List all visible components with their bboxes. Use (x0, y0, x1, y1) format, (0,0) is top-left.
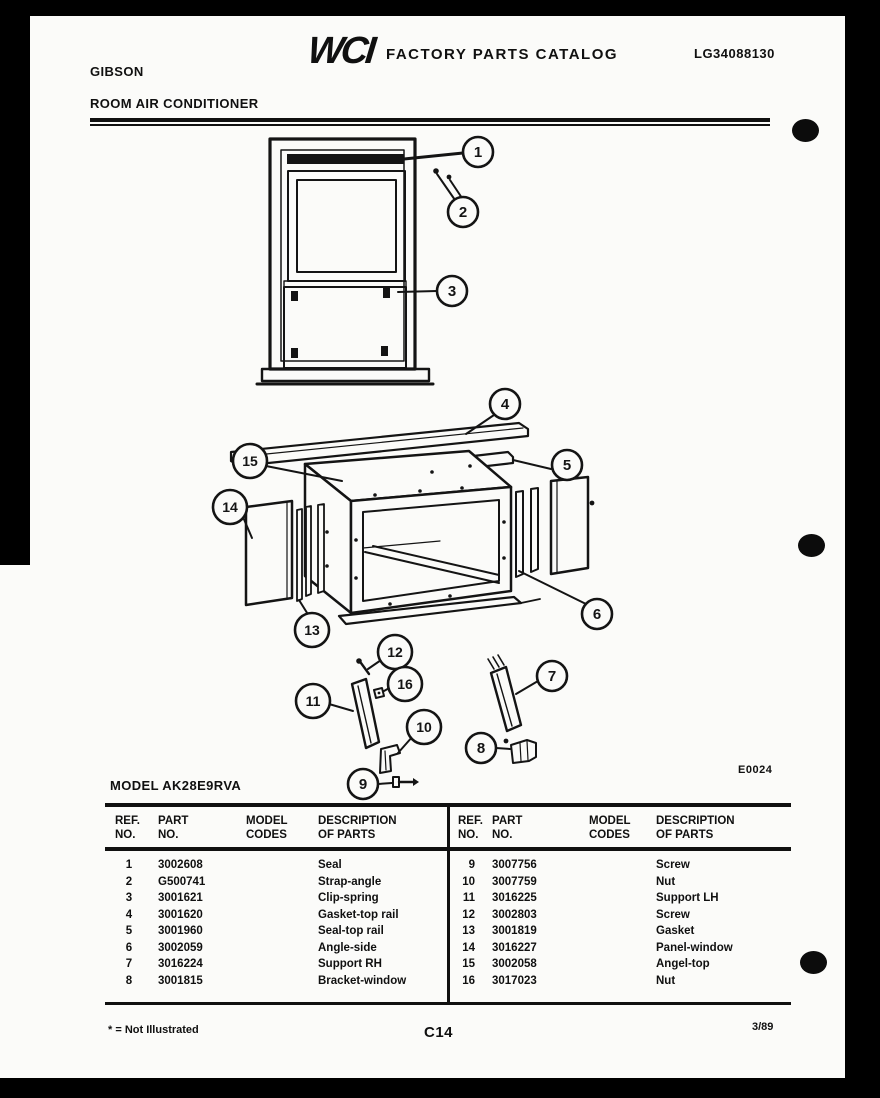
cell-ref: 13 (462, 925, 475, 937)
revision-date: 3/89 (752, 1021, 774, 1033)
table-row (458, 956, 791, 973)
publication-number: LG34088130 (694, 46, 775, 61)
cell-part: 3007759 (492, 875, 537, 888)
cell-part: 3017023 (492, 974, 537, 987)
table-row (458, 923, 791, 940)
table-row (115, 890, 447, 907)
parts-table-right (450, 807, 791, 1002)
cell-desc: Nut (656, 974, 676, 987)
table-row (115, 857, 447, 874)
svg-text:8: 8 (476, 740, 486, 757)
svg-text:1: 1 (473, 144, 483, 161)
table-row (115, 907, 447, 924)
cell-part: 3007756 (492, 859, 537, 871)
cell-model-codes (584, 890, 652, 907)
cell-desc: Nut (656, 875, 676, 888)
not-illustrated-note: * = Not Illustrated (108, 1024, 199, 1036)
header-ref: REF. NO. (115, 815, 140, 841)
cell-ref: 15 (462, 958, 475, 970)
clip-spring (381, 346, 388, 356)
callout-12 (378, 635, 412, 669)
table-row (458, 890, 791, 907)
callout-9 (348, 769, 378, 799)
cell-model-codes (584, 973, 652, 990)
cell-ref: 4 (125, 908, 133, 921)
cell-ref: 3 (125, 892, 133, 904)
cell-model-codes (246, 890, 318, 907)
seal-part (287, 154, 404, 164)
catalog-title: FACTORY PARTS CATALOG (386, 46, 619, 63)
header-model-codes: MODEL CODES (246, 815, 288, 841)
cabinet-assembly (231, 423, 594, 624)
cell-desc: Gasket-top rail (318, 908, 399, 921)
cell-desc: Support RH (318, 958, 382, 970)
callout-16 (388, 667, 422, 701)
callout-3 (437, 276, 467, 306)
header-model-codes: MODEL CODES (589, 815, 631, 841)
svg-text:11: 11 (305, 693, 321, 709)
cell-model-codes (584, 940, 652, 957)
cell-ref: 2 (125, 875, 133, 888)
plate-code: E0024 (738, 764, 773, 776)
table-body-left (105, 851, 447, 1002)
callout-15 (233, 444, 267, 478)
strap-angle-screw (447, 175, 452, 180)
cell-model-codes (584, 907, 652, 924)
cell-desc: Angel-top (656, 958, 710, 970)
cell-model-codes (246, 857, 318, 874)
cell-model-codes (584, 923, 652, 940)
cell-ref: 1 (125, 859, 133, 871)
table-row (458, 857, 791, 874)
table-row (115, 923, 447, 940)
cell-part: 3002803 (492, 908, 537, 921)
cell-desc: Bracket-window (318, 974, 407, 987)
svg-text:16: 16 (397, 676, 413, 692)
callout-4 (490, 389, 520, 419)
cell-part: 3016227 (492, 941, 537, 954)
table-row (458, 874, 791, 891)
svg-text:4: 4 (500, 396, 510, 413)
cell-part: 3001819 (492, 925, 537, 937)
cabinet-box (305, 451, 540, 624)
cell-part: 3002059 (158, 941, 203, 954)
svg-text:6: 6 (592, 606, 602, 623)
cell-ref: 7 (125, 958, 133, 970)
clip-spring (383, 288, 390, 298)
clip-spring (291, 348, 298, 358)
table-header (450, 807, 791, 851)
cell-model-codes (584, 857, 652, 874)
table-header (105, 807, 447, 851)
cell-desc: Seal-top rail (318, 925, 384, 937)
table-row (458, 973, 791, 990)
svg-text:3: 3 (447, 283, 457, 300)
bracket-8 (504, 739, 536, 763)
cell-model-codes (246, 874, 318, 891)
gasket-strips-left (297, 504, 324, 601)
table-body-right (450, 851, 791, 1002)
cell-desc: Screw (656, 908, 690, 921)
svg-text:5: 5 (562, 457, 572, 474)
parts-table-left (105, 807, 450, 1002)
page-number: C14 (424, 1024, 454, 1041)
header-ref: REF. NO. (458, 815, 483, 841)
window-sill (262, 369, 429, 381)
header-part: PART NO. (158, 815, 189, 841)
header-description: DESCRIPTION OF PARTS (318, 815, 397, 841)
cell-ref: 6 (125, 941, 133, 954)
cell-desc: Seal (318, 859, 342, 871)
svg-text:15: 15 (242, 453, 258, 469)
cell-model-codes (246, 907, 318, 924)
svg-text:14: 14 (222, 499, 238, 515)
table-row (115, 973, 447, 990)
cell-part: 3016224 (158, 958, 203, 970)
cell-model-codes (246, 973, 318, 990)
parts-table (105, 803, 791, 1005)
table-row (458, 907, 791, 924)
cell-model-codes (246, 923, 318, 940)
header-part: PART NO. (492, 815, 523, 841)
cell-part: 3001815 (158, 974, 203, 987)
cell-desc: Gasket (656, 925, 695, 937)
cell-desc: Angle-side (318, 941, 377, 954)
cell-part: 3001620 (158, 908, 203, 921)
panel-window-left (246, 501, 292, 605)
nut-16 (374, 688, 384, 698)
table-row (115, 940, 447, 957)
cell-ref: 16 (462, 974, 475, 987)
cell-part: 3016225 (492, 892, 537, 904)
cell-ref: 8 (125, 974, 133, 987)
callout-5 (552, 450, 582, 480)
brand-name: GIBSON (90, 64, 144, 79)
screw-12 (356, 658, 369, 674)
callout-8 (466, 733, 496, 763)
callout-11 (296, 684, 330, 718)
cell-part: 3001621 (158, 892, 203, 904)
cell-model-codes (584, 956, 652, 973)
cell-desc: Screw (656, 859, 690, 871)
cell-model-codes (246, 940, 318, 957)
cell-desc: Panel-window (656, 941, 733, 954)
cell-model-codes (246, 956, 318, 973)
callout-13 (295, 613, 329, 647)
model-label: MODEL AK28E9RVA (110, 778, 242, 793)
table-row (115, 956, 447, 973)
cell-part: G500741 (158, 875, 206, 888)
cell-part: 3002058 (492, 958, 537, 970)
cell-part: 3001960 (158, 925, 203, 937)
callout-1 (463, 137, 493, 167)
cell-desc: Clip-spring (318, 892, 379, 904)
cell-model-codes (584, 874, 652, 891)
callout-6 (582, 599, 612, 629)
cell-ref: 5 (125, 925, 133, 937)
cell-part: 3002608 (158, 859, 203, 871)
svg-text:2: 2 (458, 204, 468, 221)
cell-ref: 11 (462, 892, 475, 904)
table-row (115, 874, 447, 891)
cell-ref: 10 (462, 875, 475, 888)
header-description: DESCRIPTION OF PARTS (656, 815, 735, 841)
callout-7 (537, 661, 567, 691)
cell-ref: 12 (462, 908, 475, 921)
cell-desc: Strap-angle (318, 875, 382, 888)
table-row (458, 940, 791, 957)
side-angle-strips-right (516, 488, 538, 577)
svg-text:7: 7 (547, 668, 557, 685)
bracket-10 (380, 745, 400, 773)
svg-text:9: 9 (358, 776, 368, 793)
screw-9 (393, 777, 419, 787)
strap-angle-screw (433, 168, 439, 174)
callout-14 (213, 490, 247, 524)
cell-desc: Support LH (656, 892, 719, 904)
callout-10 (407, 710, 441, 744)
window-assembly (257, 139, 451, 384)
wci-logo: WCI (305, 30, 376, 72)
cell-ref: 9 (468, 859, 475, 871)
svg-text:12: 12 (387, 644, 403, 660)
svg-text:10: 10 (416, 719, 432, 735)
cell-ref: 14 (462, 941, 475, 954)
panel-right (551, 477, 594, 574)
callout-2 (448, 197, 478, 227)
svg-text:13: 13 (304, 622, 320, 638)
product-line: ROOM AIR CONDITIONER (90, 96, 259, 111)
clip-spring (291, 291, 298, 301)
